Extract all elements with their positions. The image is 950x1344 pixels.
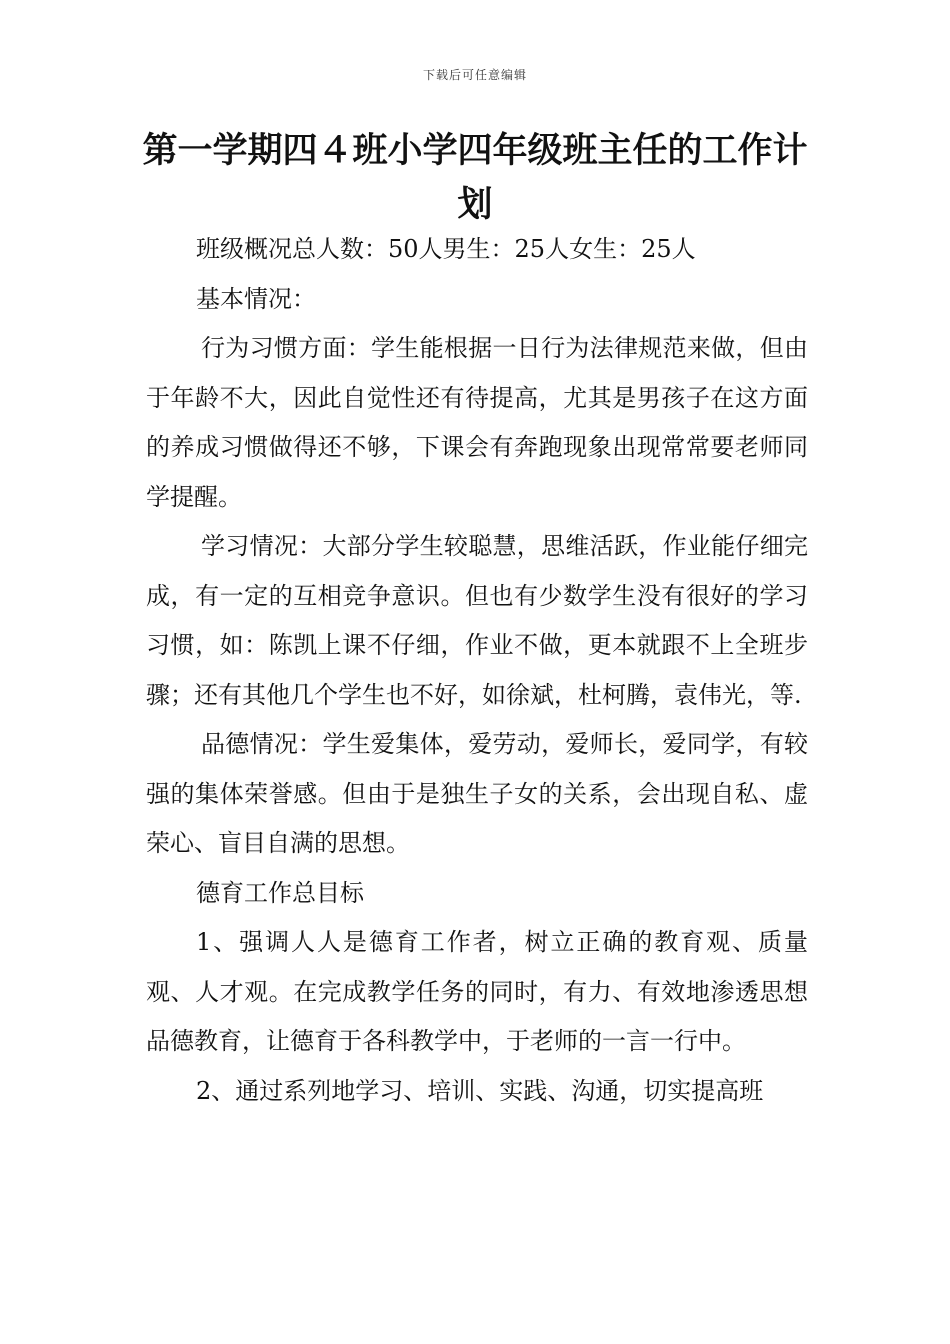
paragraph-behavior-habits: 行为习惯方面：学生能根据一日行为法律规范来做，但由于年龄不大，因此自觉性还有待提高，尤其是男孩子在这方面的养成习惯做得还不够，下课会有奔跑现象出现常常要老师同学提醒。 — [146, 334, 808, 511]
paragraph-goal-item-2: 2、通过系列地学习、培训、实践、沟通，切实提高班 — [196, 1076, 764, 1105]
page-header-note: 下载后可任意编辑 — [422, 68, 527, 82]
document-body — [146, 225, 808, 1116]
paragraph-moral-situation: 品德情况：学生爱集体，爱劳动，爱师长，爱同学，有较强的集体荣誉感。但由于是独生子女的关系，会出现自私、虚荣心、盲目自满的思想。 — [146, 730, 808, 857]
paragraph-basic-situation: 基本情况： — [196, 284, 316, 313]
paragraph-study-situation: 学习情况：大部分学生较聪慧，思维活跃，作业能仔细完成，有一定的互相竞争意识。但也有少数学生没有很好的学习习惯，如：陈凯上课不仔细，作业不做，更本就跟不上全班步骤；还有其他几个学生也不好，如徐斌，杜柯腾，袁伟光，等. — [146, 532, 808, 709]
document-title: 第一学期四４班小学四年级班主任的工作计划 — [142, 131, 808, 225]
paragraph-class-overview: 班级概况总人数：50人男生：25人女生：25人 — [196, 235, 696, 263]
paragraph-goal-item-1: 1、强调人人是德育工作者，树立正确的教育观、质量观、人才观。在完成教学任务的同时，有力、有效地渗透思想品德教育，让德育于各科教学中，于老师的一言一行中。 — [146, 928, 808, 1055]
paragraph-moral-goal-heading: 德育工作总目标 — [196, 878, 364, 907]
